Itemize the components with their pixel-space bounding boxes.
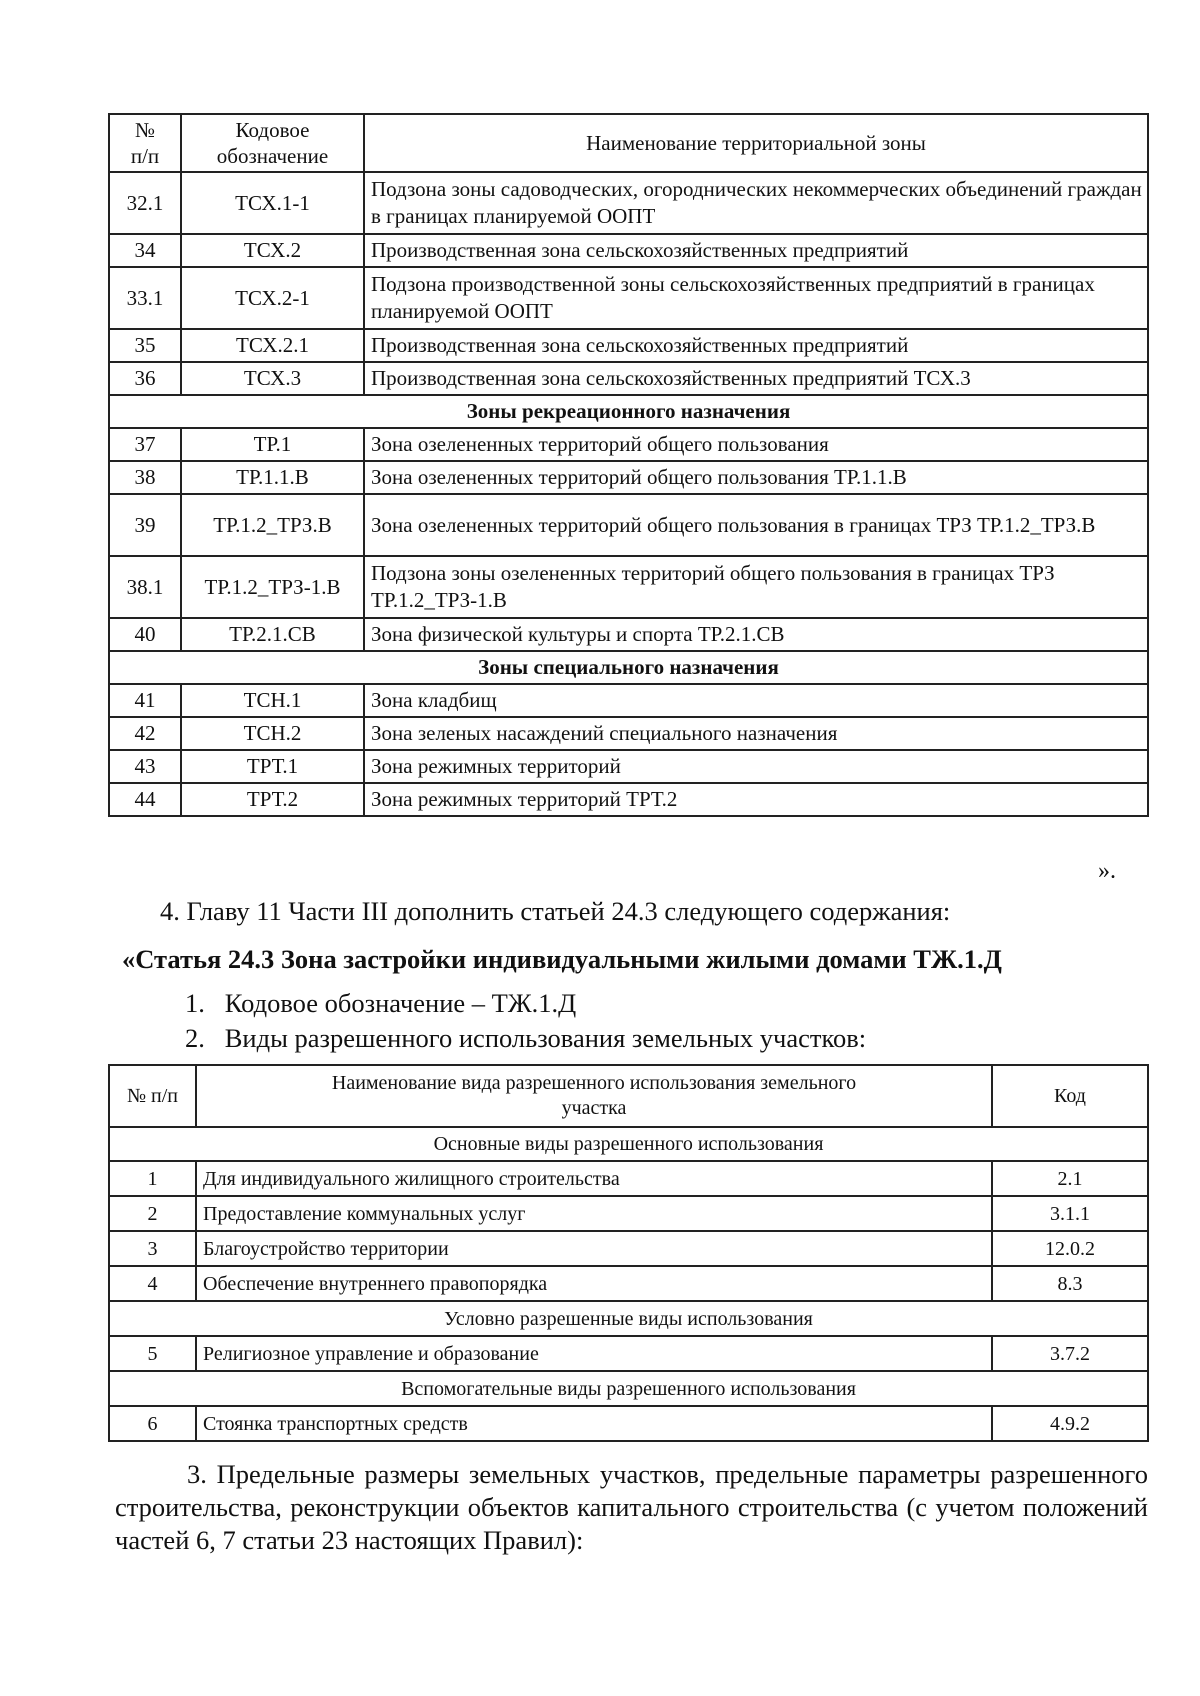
row-code: 2.1	[992, 1161, 1148, 1196]
row-code: ТР.2.1.СВ	[181, 618, 364, 651]
row-num: 2	[109, 1196, 196, 1231]
row-code: ТСХ.3	[181, 362, 364, 395]
table-row	[109, 172, 1148, 234]
table-row	[109, 1266, 1148, 1301]
row-num: 43	[109, 750, 181, 783]
article-title: «Статья 24.3 Зона застройки индивидуальными жилыми домами ТЖ.1.Д	[122, 944, 1002, 974]
row-num: 1	[109, 1161, 196, 1196]
row-name: Религиозное управление и образование	[196, 1336, 992, 1371]
row-name: Производственная зона сельскохозяйственных предприятий	[364, 329, 1148, 362]
table-row	[109, 717, 1148, 750]
row-num: 36	[109, 362, 181, 395]
row-code: ТРТ.2	[181, 783, 364, 816]
row-code: ТСН.2	[181, 717, 364, 750]
section-row	[109, 1127, 1148, 1161]
list-item-1: 1. Кодовое обозначение – ТЖ.1.Д	[185, 988, 577, 1018]
header-code: Код	[992, 1065, 1148, 1127]
row-name: Зона режимных территорий ТРТ.2	[364, 783, 1148, 816]
territorial-zones-table	[108, 113, 1149, 817]
table-row	[109, 684, 1148, 717]
row-num: 37	[109, 428, 181, 461]
section-row	[109, 651, 1148, 684]
row-code: 12.0.2	[992, 1231, 1148, 1266]
row-name: Обеспечение внутреннего правопорядка	[196, 1266, 992, 1301]
row-name: Стоянка транспортных средств	[196, 1406, 992, 1441]
closing-quote: ».	[1098, 858, 1116, 884]
table-row	[109, 461, 1148, 494]
row-name: Производственная зона сельскохозяйственных предприятий ТСХ.3	[364, 362, 1148, 395]
row-code: ТР.1.2_ТРЗ.В	[181, 494, 364, 556]
header-name: Наименование территориальной зоны	[364, 114, 1148, 172]
table-row	[109, 750, 1148, 783]
table-row	[109, 362, 1148, 395]
row-name: Предоставление коммунальных услуг	[196, 1196, 992, 1231]
section-title: Зоны рекреационного назначения	[109, 395, 1148, 428]
section-row	[109, 1301, 1148, 1336]
row-code: ТСХ.2	[181, 234, 364, 267]
table-row	[109, 1231, 1148, 1266]
row-num: 42	[109, 717, 181, 750]
table-row	[109, 618, 1148, 651]
table-row	[109, 1161, 1148, 1196]
row-code: ТР.1.2_ТРЗ-1.В	[181, 556, 364, 618]
row-num: 41	[109, 684, 181, 717]
row-name: Зона физической культуры и спорта ТР.2.1.СВ	[364, 618, 1148, 651]
row-code: ТСН.1	[181, 684, 364, 717]
section-title: Основные виды разрешенного использования	[109, 1127, 1148, 1161]
section-row	[109, 395, 1148, 428]
row-name: Зона кладбищ	[364, 684, 1148, 717]
section-title: Вспомогательные виды разрешенного использования	[109, 1371, 1148, 1406]
row-code: 8.3	[992, 1266, 1148, 1301]
row-code: ТРТ.1	[181, 750, 364, 783]
table-row	[109, 556, 1148, 618]
row-code: ТСХ.1-1	[181, 172, 364, 234]
section-title: Условно разрешенные виды использования	[109, 1301, 1148, 1336]
table-row	[109, 329, 1148, 362]
paragraph-3: 3. Предельные размеры земельных участков, предельные параметры разрешенного строительства, реконструкции объектов капитального строительства (с учетом положений частей 6, 7 статьи 23 настоящих Правил):	[115, 1459, 1148, 1555]
row-name: Производственная зона сельскохозяйственных предприятий	[364, 234, 1148, 267]
row-num: 33.1	[109, 267, 181, 329]
table-row	[109, 234, 1148, 267]
header-name: Наименование вида разрешенного использования земельного участка	[196, 1065, 992, 1127]
row-code: ТР.1	[181, 428, 364, 461]
row-name: Зона озелененных территорий общего пользования ТР.1.1.В	[364, 461, 1148, 494]
row-name: Зона озелененных территорий общего пользования	[364, 428, 1148, 461]
row-num: 40	[109, 618, 181, 651]
table-row	[109, 494, 1148, 556]
row-num: 3	[109, 1231, 196, 1266]
row-code: ТСХ.2.1	[181, 329, 364, 362]
row-num: 6	[109, 1406, 196, 1441]
header-code: Кодовое обозначение	[181, 114, 364, 172]
section-title: Зоны специального назначения	[109, 651, 1148, 684]
row-name: Подзона производственной зоны сельскохозяйственных предприятий в границах планируемой ООПТ	[364, 267, 1148, 329]
section-row	[109, 1371, 1148, 1406]
row-num: 32.1	[109, 172, 181, 234]
row-name: Подзона зоны садоводческих, огороднических некоммерческих объединений граждан в границах планируемой ООПТ	[364, 172, 1148, 234]
table-row	[109, 1406, 1148, 1441]
row-num: 38.1	[109, 556, 181, 618]
row-name: Зона режимных территорий	[364, 750, 1148, 783]
row-code: 3.1.1	[992, 1196, 1148, 1231]
row-name: Благоустройство территории	[196, 1231, 992, 1266]
row-name: Подзона зоны озелененных территорий общего пользования в границах ТРЗ ТР.1.2_ТРЗ-1.В	[364, 556, 1148, 618]
row-code: ТР.1.1.В	[181, 461, 364, 494]
row-num: 35	[109, 329, 181, 362]
header-num: № п/п	[109, 1065, 196, 1127]
row-num: 44	[109, 783, 181, 816]
row-name: Зона зеленых насаждений специального назначения	[364, 717, 1148, 750]
row-code: 4.9.2	[992, 1406, 1148, 1441]
table-row	[109, 1196, 1148, 1231]
row-name: Для индивидуального жилищного строительства	[196, 1161, 992, 1196]
table-row	[109, 1336, 1148, 1371]
header-num: № п/п	[109, 114, 181, 172]
table-row	[109, 783, 1148, 816]
row-num: 4	[109, 1266, 196, 1301]
row-name: Зона озелененных территорий общего пользования в границах ТРЗ ТР.1.2_ТРЗ.В	[364, 494, 1148, 556]
paragraph-4: 4. Главу 11 Части III дополнить статьей 24.3 следующего содержания:	[160, 896, 951, 926]
row-num: 5	[109, 1336, 196, 1371]
table-row	[109, 267, 1148, 329]
list-item-2: 2. Виды разрешенного использования земельных участков:	[185, 1023, 867, 1053]
row-num: 39	[109, 494, 181, 556]
row-num: 34	[109, 234, 181, 267]
row-code: ТСХ.2-1	[181, 267, 364, 329]
table-row	[109, 428, 1148, 461]
row-num: 38	[109, 461, 181, 494]
row-code: 3.7.2	[992, 1336, 1148, 1371]
permitted-uses-table	[108, 1064, 1149, 1442]
